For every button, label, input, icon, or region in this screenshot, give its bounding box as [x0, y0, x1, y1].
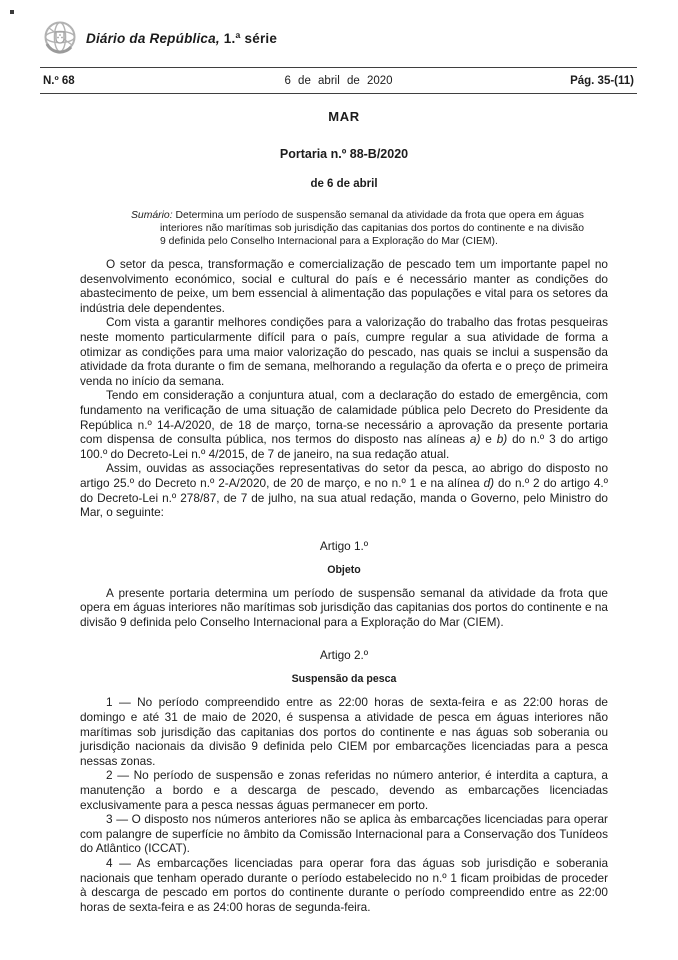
alinea-a-ref: a): [469, 432, 481, 447]
gazette-title: [86, 31, 277, 46]
alinea-d-ref: d): [483, 475, 495, 490]
article-1-number: Artigo 1.º: [319, 538, 369, 553]
act-date: de 6 de abril: [310, 178, 378, 190]
article-2-item-4: 4 — As embarcações licenciadas para operar fora das águas sob jurisdição e soberania nacionais que tenham operado durante o período estabelecido no n.º 1 ficam proibidas de proceder à descarga de pescado em portos do continente durante o período compreendido entre as 22:00 horas de sexta-feira e as 24:00 horas de segunda-feira.: [80, 856, 608, 914]
gazette-series: 1.ª série: [219, 30, 278, 46]
page-reference: Pág. 35-(11): [570, 75, 634, 87]
masthead: [40, 0, 637, 94]
issue-number: N.º 68: [43, 75, 75, 87]
header-rule-bottom: [40, 93, 637, 94]
act-title: Portaria n.º 88-B/2020: [279, 147, 409, 161]
article-2-item-2: 2 — No período de suspensão e zonas referidas no número anterior, é interdita a captura, a manutenção a bordo e a descarga de pescado, devendo as embarcações licenciadas exclusivamente para a pesca nessas águas permanecer em porto.: [80, 768, 608, 812]
scan-artifact: [10, 10, 14, 14]
preamble-paragraph-3: Tendo em consideração a conjuntura atual, com a declaração do estado de emergência, com fundamento na verificação de uma situação de calamidade pública pelo Decreto do Presidente da República n.º 14-A/2020, de 18 de março, torna-se necessário a aprovação da presente portaria com dispensa de consulta pública, nos termos do disposto nas alíneas a) e b) do n.º 3 do artigo 100.º do Decreto-Lei n.º 4/2015, de 7 de janeiro, na sua redação atual.: [80, 388, 608, 461]
article-2-heading: Suspensão da pesca: [291, 673, 397, 686]
preamble-paragraph-4: Assim, ouvidas as associações representativas do setor da pesca, ao abrigo do disposto no artigo 25.º do Decreto n.º 2-A/2020, de 20 de março, e no n.º 1 e na alínea d) do n.º 2 do artigo 4.º do Decreto-Lei n.º 278/87, de 7 de julho, na sua atual redação, manda o Governo, pelo Ministro do Mar, o seguinte:: [80, 461, 608, 520]
preamble-paragraph-2: Com vista a garantir melhores condições para a valorização do trabalho das frotas pesqueiras neste momento particularmente difícil para o país, cumpre regular a sua atividade de forma a otimizar as condições para uma maior valorização do pescado, nas quais se inclui a suspensão da atividade da frota durante o fim de semana, melhorando a regulação da oferta e o preço de primeira venda no início da semana.: [80, 315, 608, 388]
article-2-item-1: 1 — No período compreendido entre as 22:00 horas de sexta-feira e as 22:00 horas de domingo e até 31 de maio de 2020, é suspensa a atividade de pesca em águas interiores não marítimas sob jurisdição das capitanias dos portos do continente e nas águas sob soberania ou jurisdição nacionais da divisão 9 definida pelo CIEM por embarcações licenciadas para a pesca nessas zonas.: [80, 695, 608, 768]
issue-date: 6 de abril de 2020: [284, 75, 393, 87]
document-body: [80, 109, 608, 914]
summary-text: Determina um período de suspensão semanal da atividade da frota que opera em águas interiores não marítimas sob jurisdição das capitanias dos portos do continente e na divisão 9 definida pelo Conselho Internacional para a Exploração do Mar (CIEM).: [160, 210, 584, 247]
article-1-heading: Objeto: [327, 563, 361, 576]
gazette-brand: [40, 14, 637, 62]
alinea-b-ref: b): [496, 432, 508, 447]
article-2-item-3: 3 — O disposto nos números anteriores não se aplica às embarcações licenciadas para operar com palangre de superfície no âmbito da Comissão Internacional para a Conservação dos Tunídeos do Atlântico (ICCAT).: [80, 812, 608, 856]
preamble-paragraph-1: O setor da pesca, transformação e comercialização de pescado tem um importante papel no desenvolvimento económico, social e cultural do país e é necessário manter as condições do abastecimento de peixe, um bem essencial à alimentação das populações e vital para os setores da indústria dele dependentes.: [80, 257, 608, 315]
article-2-number: Artigo 2.º: [319, 648, 369, 663]
gazette-name: Diário da República,: [86, 30, 220, 46]
summary-label: Sumário:: [131, 210, 173, 221]
summary-block: [131, 209, 584, 248]
preamble: [80, 257, 608, 520]
ministry-section-title: MAR: [328, 109, 360, 124]
republic-emblem-icon: [42, 18, 78, 58]
article-1-body: A presente portaria determina um período de suspensão semanal da atividade da frota que opera em águas interiores não marítimas sob jurisdição das capitanias dos portos do continente e na divisão 9 definida pelo Conselho Internacional para a Exploração do Mar (CIEM).: [80, 585, 608, 629]
article-2: [80, 648, 608, 914]
issue-info-bar: [40, 68, 637, 93]
article-1: [80, 539, 608, 630]
